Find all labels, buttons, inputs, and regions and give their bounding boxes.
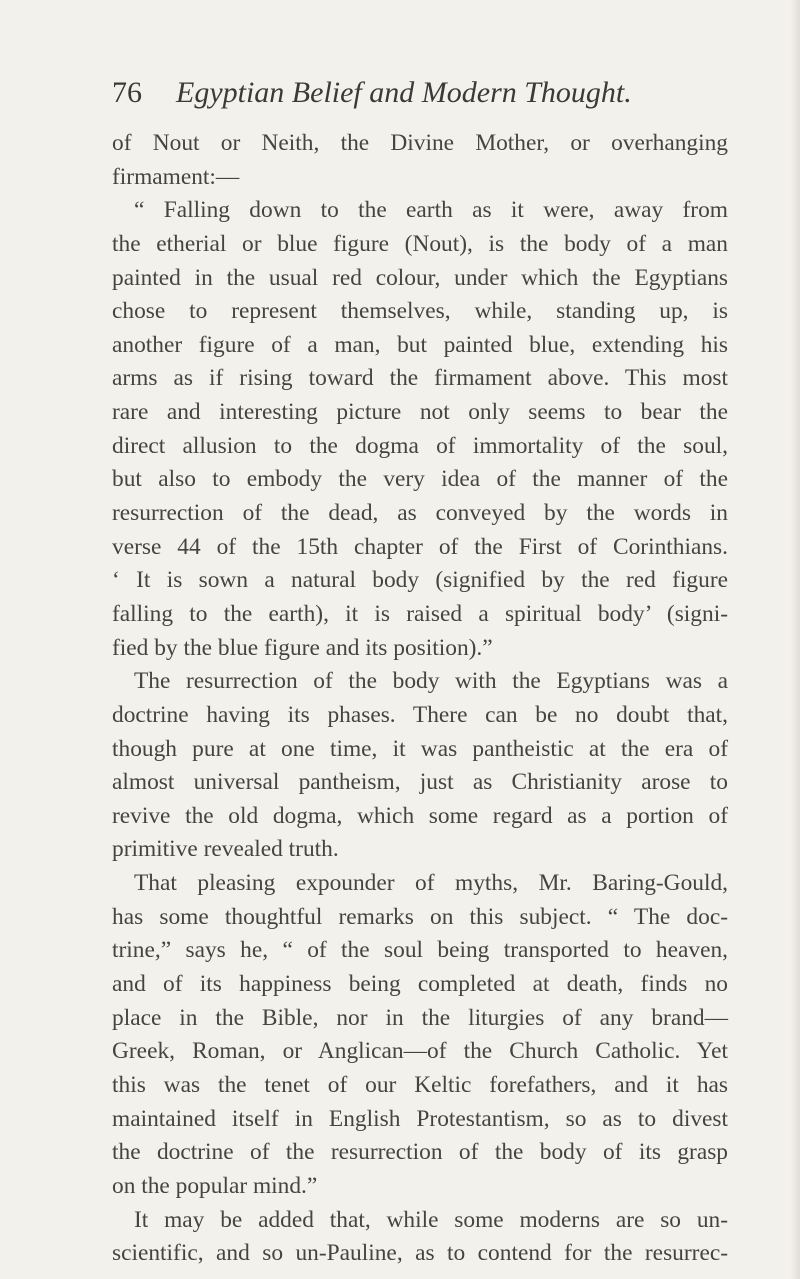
text-line: ‘ It is sown a natural body (signified by the red figure bbox=[112, 567, 728, 594]
text-line: chose to represent themselves, while, standing up, is bbox=[112, 298, 728, 325]
text-line: “ Falling down to the earth as it were, away from bbox=[134, 197, 728, 224]
text-line: falling to the earth), it is raised a spiritual body’ (signi- bbox=[112, 600, 728, 627]
text-line: doctrine having its phases. There can be no doubt that, bbox=[112, 701, 728, 728]
text-line: and of its happiness being completed at death, finds no bbox=[112, 971, 728, 998]
text-line: this was the tenet of our Keltic forefathers, and it has bbox=[112, 1071, 728, 1098]
text-line: though pure at one time, it was pantheistic at the era of bbox=[112, 735, 728, 762]
text-line: the etherial or blue figure (Nout), is the body of a man bbox=[112, 230, 728, 257]
text-line: fied by the blue figure and its position).” bbox=[112, 634, 493, 661]
text-line: rare and interesting picture not only seems to bear the bbox=[112, 399, 728, 426]
text-line: painted in the usual red colour, under which the Egyptians bbox=[112, 264, 728, 291]
text-line: trine,” says he, “ of the soul being transported to heaven, bbox=[112, 937, 728, 964]
text-line: of Nout or Neith, the Divine Mother, or overhanging bbox=[112, 130, 728, 156]
text-line: The resurrection of the body with the Egyptians was a bbox=[134, 668, 728, 695]
text-line: That pleasing expounder of myths, Mr. Baring-Gould, bbox=[134, 870, 728, 897]
text-line: almost universal pantheism, just as Christianity arose to bbox=[112, 769, 728, 796]
text-line: resurrection of the dead, as conveyed by the words in bbox=[112, 500, 728, 527]
text-line: firmament:— bbox=[112, 163, 240, 190]
running-title: Egyptian Belief and Modern Thought. bbox=[176, 76, 632, 109]
text-line: the doctrine of the resurrection of the body of its grasp bbox=[112, 1139, 728, 1166]
page-header bbox=[112, 72, 712, 114]
text-line: but also to embody the very idea of the manner of the bbox=[112, 466, 728, 493]
text-line: scientific, and so un-Pauline, as to contend for the resurrec- bbox=[112, 1240, 728, 1267]
text-line: It may be added that, while some moderns are so un- bbox=[134, 1206, 728, 1233]
text-line: place in the Bible, nor in the liturgies of any brand— bbox=[112, 1004, 728, 1031]
text-line: has some thoughtful remarks on this subject. “ The doc- bbox=[112, 903, 728, 930]
page-edge-shadow bbox=[790, 0, 800, 1279]
page-number: 76 bbox=[112, 76, 142, 109]
text-line: primitive revealed truth. bbox=[112, 836, 339, 863]
text-line: direct allusion to the dogma of immortality of the soul, bbox=[112, 432, 728, 459]
text-line: arms as if rising toward the firmament above. This most bbox=[112, 365, 728, 392]
text-line: Greek, Roman, or Anglican—of the Church Catholic. Yet bbox=[112, 1038, 728, 1065]
text-line: on the popular mind.” bbox=[112, 1172, 318, 1199]
text-line: maintained itself in English Protestantism, so as to divest bbox=[112, 1105, 728, 1132]
text-line: revive the old dogma, which some regard as a portion of bbox=[112, 802, 728, 829]
text-line: verse 44 of the 15th chapter of the First of Corinthians. bbox=[112, 533, 728, 560]
text-line: another figure of a man, but painted blue, extending his bbox=[112, 331, 728, 358]
body-text bbox=[112, 127, 728, 1271]
